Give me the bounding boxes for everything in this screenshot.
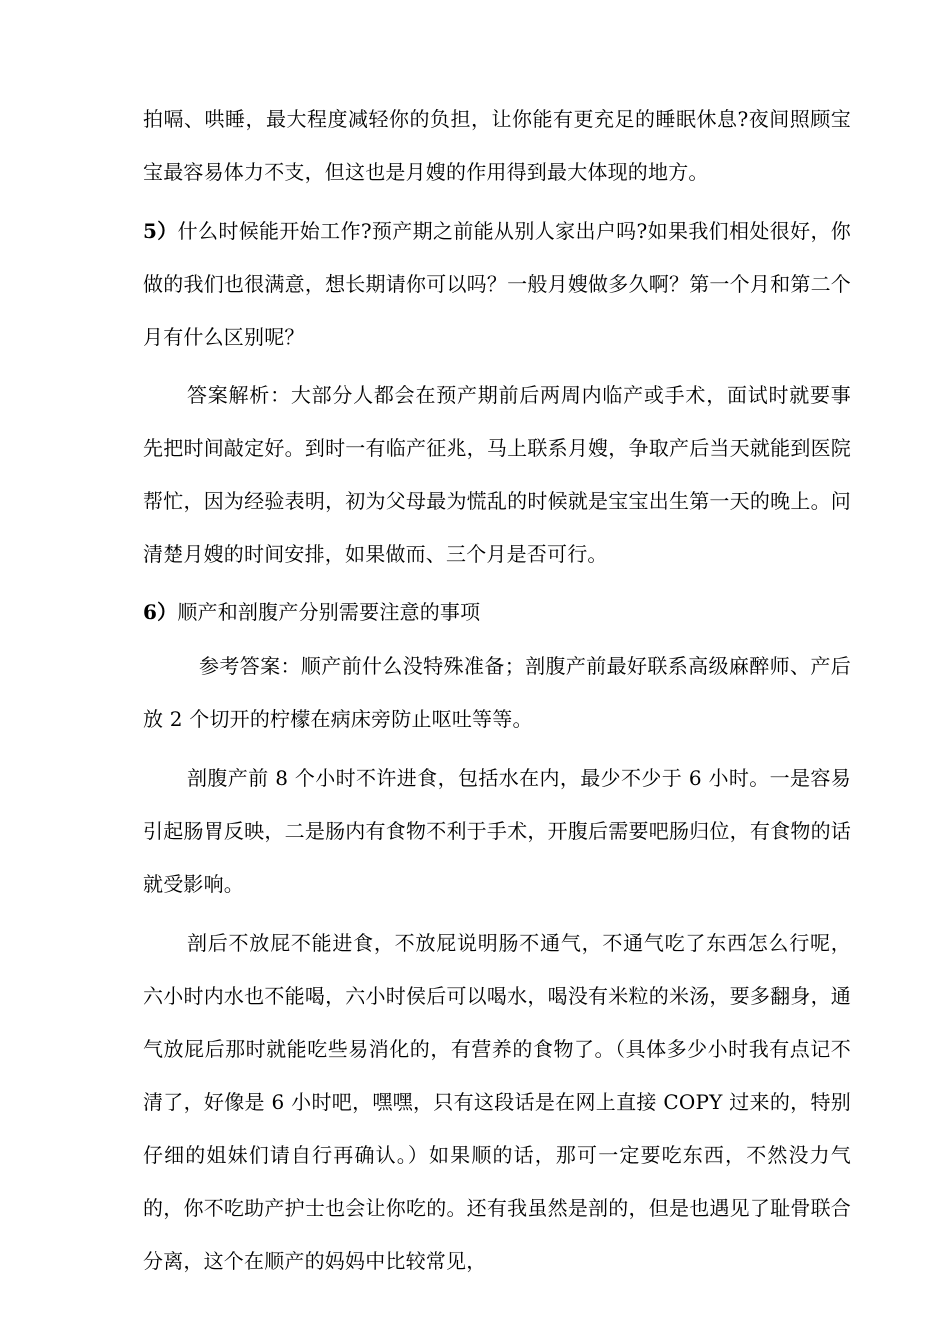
question-number: 5） [143,219,178,243]
paragraph-post-cesarean-eating [143,917,851,1288]
answer-text: 答案解析：大部分人都会在预产期前后两周内临产或手术，面试时就要事先把时间敲定好。到时一有临产征兆，马上联系月嫂，争取产后当天就能到医院帮忙，因为经验表明，初为父母最为慌乱的时候就是宝宝出生第一天的晚上。问清楚月嫂的时间安排，如果做而、三个月是否可行。 [143,383,851,566]
paragraph-night-care [143,93,851,199]
paragraph-text: 拍嗝、哄睡，最大程度减轻你的负担，让你能有更充足的睡眠休息?夜间照顾宝宝最容易体力不支，但这也是月嫂的作用得到最大体现的地方。 [143,107,851,184]
question-number: 6） [143,600,178,624]
question-text: 什么时候能开始工作?预产期之前能从别人家出户吗?如果我们相处很好，你做的我们也很满意，想长期请你可以吗？一般月嫂做多久啊？第一个月和第二个月有什么区别呢？ [143,219,851,349]
answer-5 [143,369,851,581]
paragraph-pre-cesarean-fasting [143,752,851,911]
question-6 [143,586,851,639]
answer-6 [143,640,851,746]
answer-text: 参考答案：顺产前什么没特殊准备；剖腹产前最好联系高级麻醉师、产后放 2 个切开的柠檬在病床旁防止呕吐等等。 [143,654,851,731]
question-text: 顺产和剖腹产分别需要注意的事项 [177,600,481,624]
paragraph-text: 剖腹产前 8 个小时不许进食，包括水在内，最少不少于 6 小时。一是容易引起肠胃反映，二是肠内有食物不利于手术，开腹后需要吧肠归位，有食物的话就受影响。 [143,766,851,896]
question-5 [143,205,851,364]
paragraph-text: 剖后不放屁不能进食，不放屁说明肠不通气，不通气吃了东西怎么行呢，六小时内水也不能喝，六小时侯后可以喝水，喝没有米粒的米汤，要多翻身，通气放屁后那时就能吃些易消化的，有营养的食物了。（具体多少小时我有点记不清了，好像是 6 小时吧，嘿嘿，只有这段话是在网上直接 COPY 过来的，特别仔细的姐妹们请自行再确认。）如果顺的话，那可一定要吃东西，不然没力气的，你不吃助产护士也会让你吃的。还有我虽然是剖的，但是也遇见了耻骨联合分离，这个在顺产的妈妈中比较常见， [143,931,851,1273]
